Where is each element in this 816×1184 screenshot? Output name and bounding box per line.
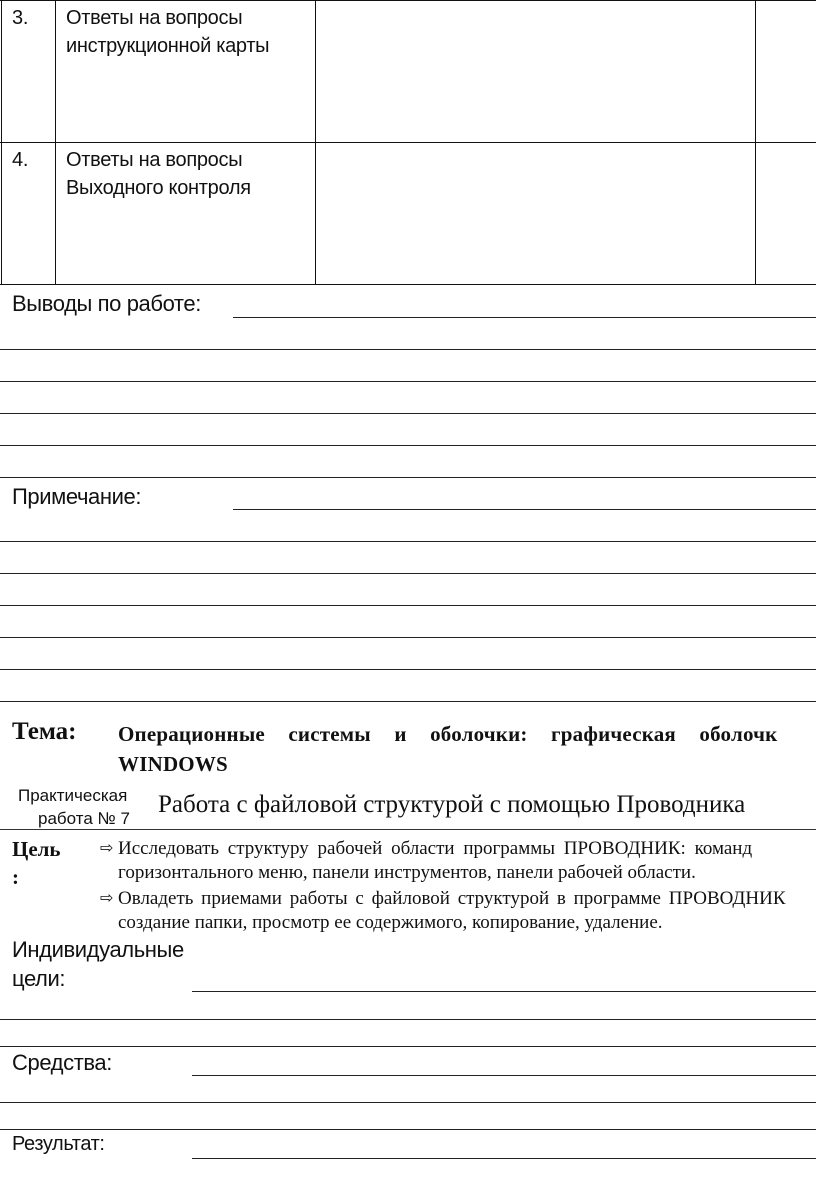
writing-line xyxy=(192,1075,816,1076)
title-underline xyxy=(0,829,816,830)
note-label: Примечание: xyxy=(12,484,142,509)
writing-line xyxy=(0,701,816,702)
writing-line xyxy=(192,1158,816,1159)
practical-work-number: работа № 7 xyxy=(38,809,130,828)
work-title: Работа с файловой структурой с помощью Проводника xyxy=(158,791,746,818)
row-title-line: Ответы на вопросы xyxy=(66,7,243,29)
table-col-divider xyxy=(755,0,756,285)
row-title-line: Ответы на вопросы xyxy=(66,149,243,171)
result-label: Результат: xyxy=(12,1133,105,1155)
writing-line xyxy=(0,669,816,670)
writing-line xyxy=(0,477,816,478)
row-title-line: инструкционной карты xyxy=(66,35,270,57)
table-border-left xyxy=(1,0,2,285)
goal-bullet-text: горизонтального меню, панели инструментов, панели рабочей области. xyxy=(118,862,696,883)
practical-work-label-line: Практическая xyxy=(18,786,128,805)
tema-label: Тема: xyxy=(12,718,77,745)
writing-line xyxy=(0,349,816,350)
table-border-top xyxy=(0,0,816,1)
row-number: 3. xyxy=(12,7,29,29)
goal-label: Цель xyxy=(12,837,61,861)
table-col-divider xyxy=(55,0,56,285)
writing-line xyxy=(233,317,816,318)
row-number: 4. xyxy=(12,149,29,171)
goal-bullet-text: Исследовать структуру рабочей области программы ПРОВОДНИК: команд xyxy=(118,838,753,859)
tema-text-line: WINDOWS xyxy=(118,752,228,776)
writing-line xyxy=(0,413,816,414)
writing-line xyxy=(0,1102,816,1103)
writing-line xyxy=(0,1046,816,1047)
arrow-right-icon: ⇨ xyxy=(100,840,114,857)
writing-line xyxy=(0,381,816,382)
table-border-bottom xyxy=(0,284,816,285)
table-col-divider xyxy=(315,0,316,285)
conclusions-label: Выводы по работе: xyxy=(12,291,201,316)
writing-line xyxy=(0,541,816,542)
arrow-right-icon: ⇨ xyxy=(100,890,114,907)
writing-line xyxy=(0,573,816,574)
individual-goals-label-line: цели: xyxy=(12,966,66,991)
writing-line xyxy=(0,605,816,606)
writing-line xyxy=(192,991,816,992)
writing-line xyxy=(0,1129,816,1130)
goal-bullet-text: создание папки, просмотр ее содержимого, копирование, удаление. xyxy=(118,912,663,933)
writing-line xyxy=(0,637,816,638)
tema-text-line: Операционные системы и оболочки: графическая оболочк xyxy=(118,722,778,746)
individual-goals-label: Индивидуальные xyxy=(12,937,184,962)
writing-line xyxy=(233,509,816,510)
row-title-line: Выходного контроля xyxy=(66,177,251,199)
goal-bullet-text: Овладеть приемами работы с файловой структурой в программе ПРОВОДНИК xyxy=(118,888,786,909)
means-label: Средства: xyxy=(12,1050,112,1075)
writing-line xyxy=(0,445,816,446)
table-row-divider xyxy=(0,142,816,143)
writing-line xyxy=(0,1019,816,1020)
goal-label-colon: : xyxy=(12,865,19,889)
